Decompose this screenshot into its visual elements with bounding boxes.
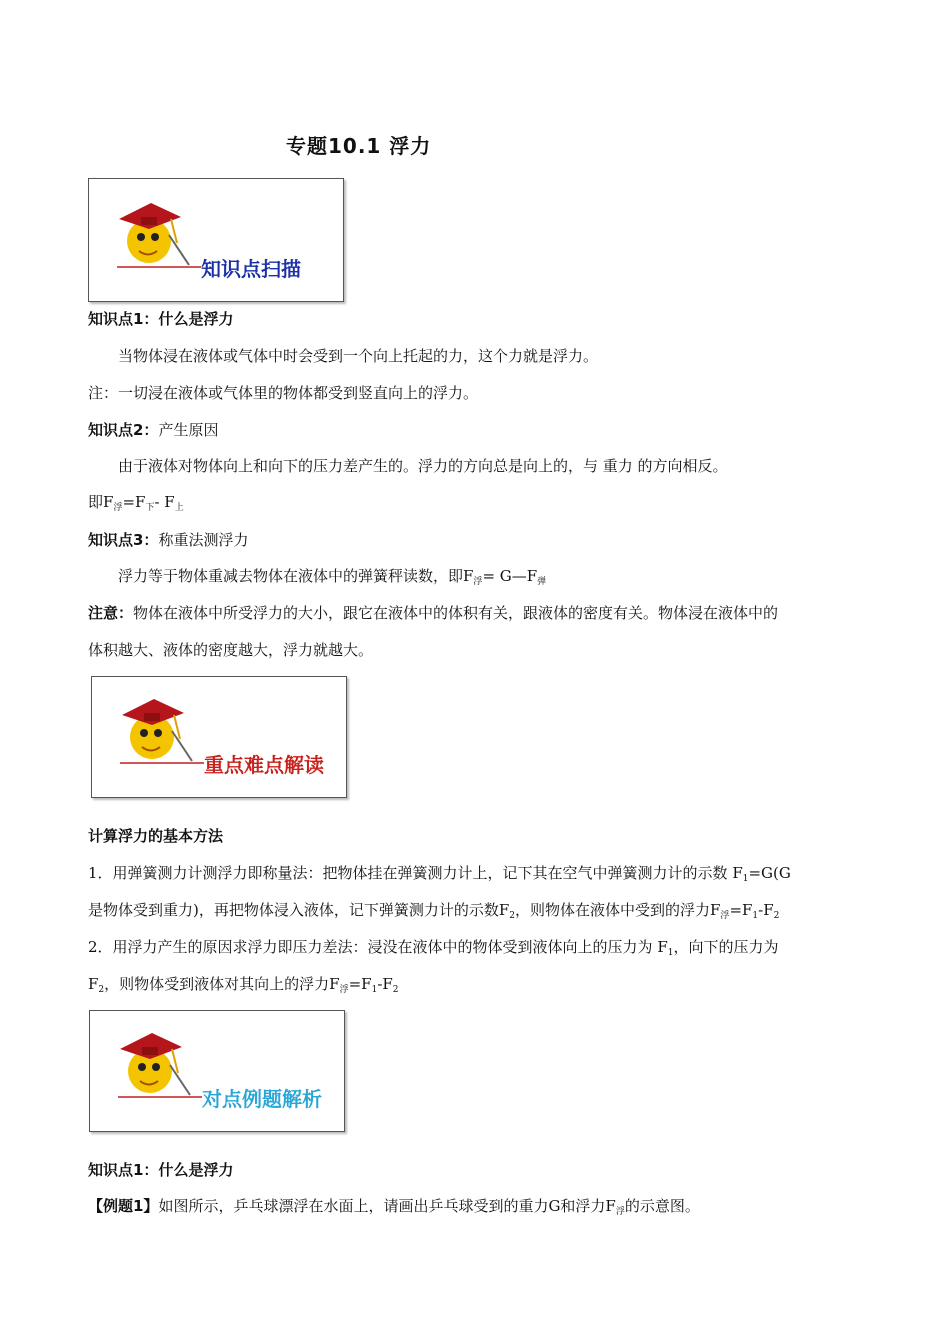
heading-text: 称重法测浮力 [158, 531, 249, 549]
method-2-line-1 [88, 937, 778, 960]
heading-label: 知识点3： [88, 531, 159, 549]
banner-key-points [91, 676, 347, 798]
banner-examples [89, 1010, 345, 1132]
sub: 1 [667, 948, 674, 958]
banner-knowledge-scan [88, 178, 344, 302]
method-1-line-2 [88, 900, 779, 923]
text: -F [377, 975, 393, 993]
sub: 浮 [615, 1207, 625, 1217]
formula [88, 492, 184, 515]
sub: 1 [371, 985, 378, 995]
sub: 2 [392, 985, 399, 995]
method-2-line-2 [88, 974, 399, 997]
text: 浮力等于物体重减去物体在液体中的弹簧秤读数，即F [118, 567, 474, 585]
section-heading [88, 530, 248, 550]
section-heading: 知识点1：什么是浮力 [88, 1161, 234, 1179]
text: ，则物体受到液体对其向上的浮力F [104, 975, 340, 993]
note-text: 物体在液体中所受浮力的大小，跟它在液体中的体积有关，跟液体的密度有关。物体浸在液体中的 [133, 604, 779, 622]
formula-text: - F [154, 493, 175, 511]
text: ，则物体在液体中受到的浮力F [515, 901, 721, 919]
page-title: 专题10.1 浮力 [286, 134, 432, 158]
text: ，向下的压力为 [673, 938, 779, 956]
sub: 2 [98, 985, 105, 995]
paragraph: 当物体浸在液体或气体中时会受到一个向上托起的力，这个力就是浮力。 [118, 347, 599, 365]
text: 如图所示，乒乓球漂浮在水面上，请画出乒乓球受到的重力G和浮力F [158, 1197, 616, 1215]
text: =G(G [748, 864, 791, 882]
sub: 浮 [339, 985, 349, 995]
heading-text: 产生原因 [158, 421, 219, 439]
paragraph: 注：一切浸在液体或气体里的物体都受到竖直向上的浮力。 [88, 384, 479, 402]
paragraph: 由于液体对物体向上和向下的压力差产生的。浮力的方向总是向上的，与 重力 的方向相反。 [118, 457, 728, 475]
sub: 浮 [720, 911, 730, 921]
banner-label: 知识点扫描 [201, 257, 301, 281]
text: -F [758, 901, 774, 919]
example-question [88, 1196, 700, 1219]
text: 2．用浮力产生的原因求浮力即压力差法：浸没在液体中的物体受到液体向上的压力为 F [88, 938, 668, 956]
formula-text: =F [122, 493, 146, 511]
mascot-graduate-icon [90, 1011, 344, 1131]
mascot-graduate-icon [92, 677, 346, 797]
sub: 1 [752, 911, 759, 921]
mascot-graduate-icon [89, 179, 343, 301]
text: 是物体受到重力)，再把物体浸入液体，记下弹簧测力计的示数F [88, 901, 510, 919]
formula-text: F [103, 493, 114, 511]
example-tag: 【例题1】 [88, 1197, 159, 1215]
formula-sub: 上 [174, 503, 184, 513]
text: F [88, 975, 99, 993]
text: = G—F [482, 567, 538, 585]
heading-label: 知识点2： [88, 421, 159, 439]
banner-label: 对点例题解析 [202, 1087, 322, 1111]
note-continued: 体积越大、液体的密度越大，浮力就越大。 [88, 641, 374, 659]
note [88, 603, 778, 623]
sub: 弹 [537, 577, 547, 587]
sub: 浮 [473, 577, 483, 587]
paragraph [118, 566, 546, 589]
sub: 2 [773, 911, 780, 921]
banner-label: 重点难点解读 [204, 753, 324, 777]
section-heading: 计算浮力的基本方法 [88, 827, 224, 845]
text: =F [729, 901, 753, 919]
text: 1．用弹簧测力计测浮力即称量法：把物体挂在弹簧测力计上，记下其在空气中弹簧测力计的示数 F [88, 864, 743, 882]
formula-sub: 浮 [113, 503, 123, 513]
formula-prefix: 即 [88, 493, 104, 511]
formula-sub: 下 [145, 503, 155, 513]
sub: 1 [742, 874, 749, 884]
section-heading: 知识点1：什么是浮力 [88, 310, 234, 328]
text: =F [348, 975, 372, 993]
text: 的示意图。 [624, 1197, 700, 1215]
note-label: 注意： [88, 604, 134, 622]
section-heading [88, 420, 218, 440]
sub: 2 [509, 911, 515, 921]
method-1-line-1 [88, 863, 791, 886]
